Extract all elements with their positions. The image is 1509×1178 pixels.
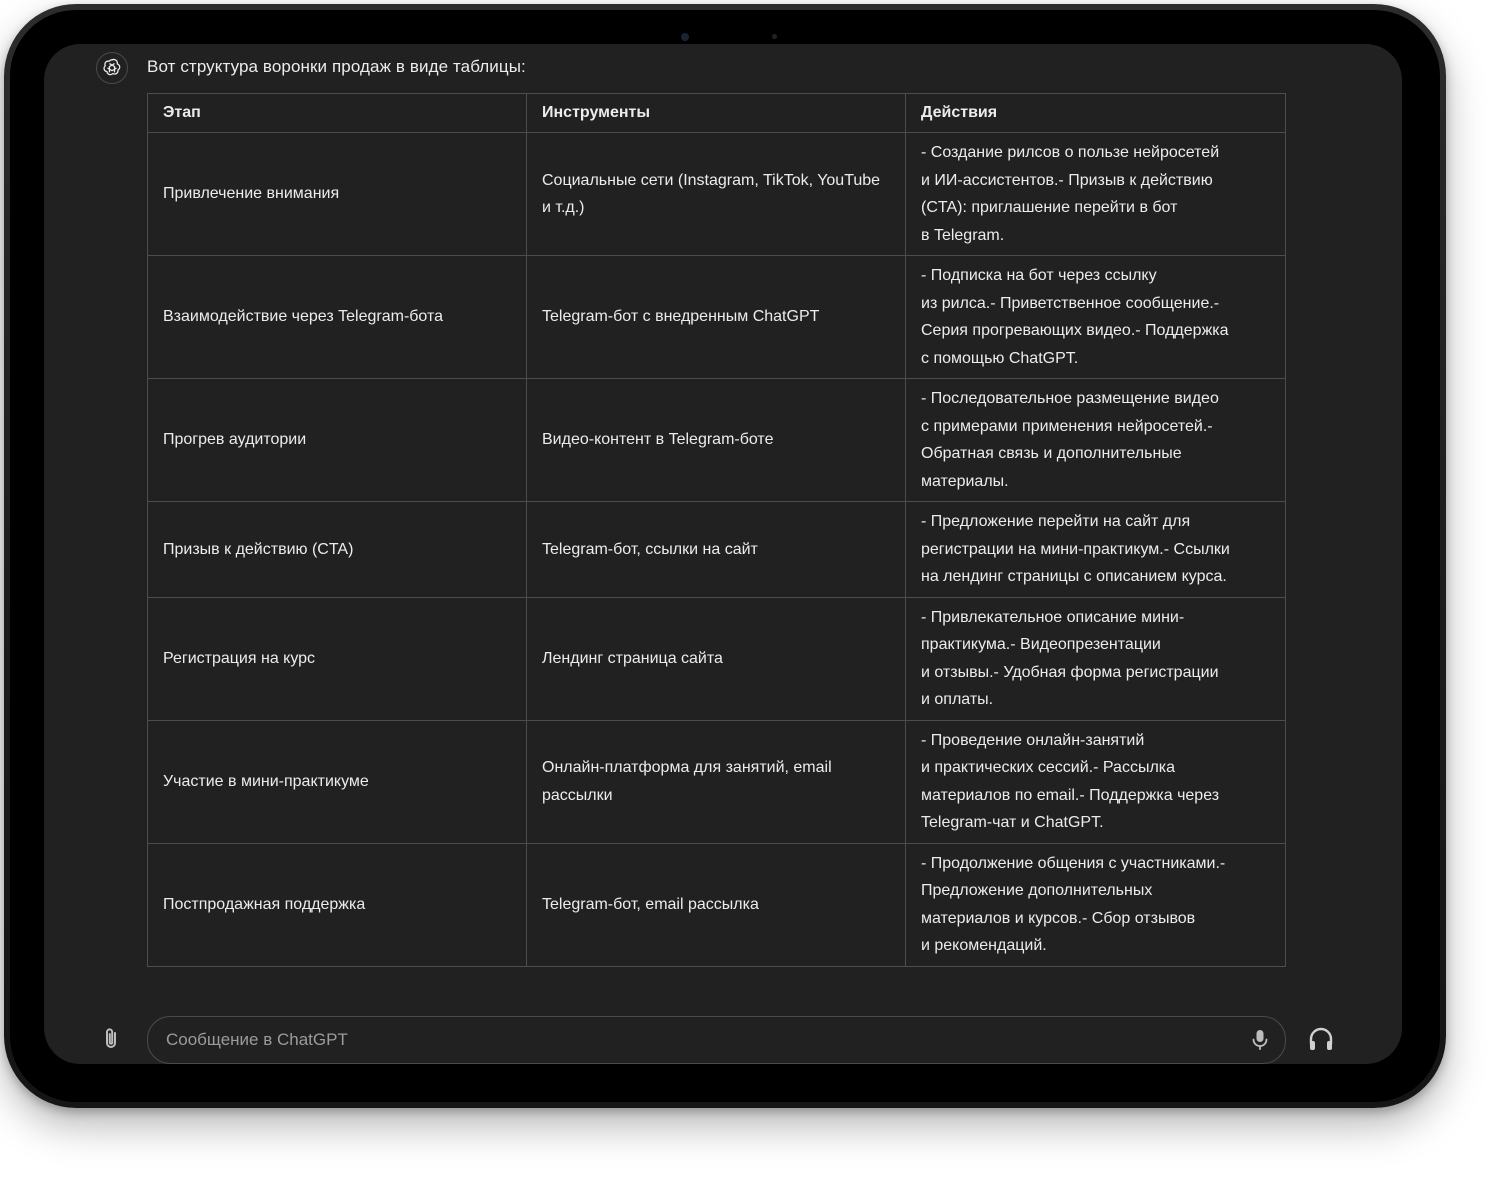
stage-cell: Взаимодействие через Telegram-бота bbox=[148, 256, 527, 379]
tools-cell: Telegram-бот с внедренным ChatGPT bbox=[527, 256, 906, 379]
table-row bbox=[148, 379, 1286, 502]
table-row bbox=[148, 597, 1286, 720]
stage-cell: Участие в мини-практикуме bbox=[148, 720, 527, 843]
funnel-table bbox=[147, 93, 1285, 967]
table-row bbox=[148, 502, 1286, 598]
table-row bbox=[148, 256, 1286, 379]
column-header-tools: Инструменты bbox=[527, 94, 906, 133]
table-row bbox=[148, 720, 1286, 843]
actions-cell: - Создание рилсов о пользе нейросетей и ИИ-ассистентов.- Призыв к действию (CTA): приглашение перейти в бот в Telegram. bbox=[906, 133, 1286, 256]
data-table bbox=[147, 93, 1286, 967]
assistant-message-intro: Вот структура воронки продаж в виде таблицы: bbox=[147, 57, 526, 76]
actions-cell: - Подписка на бот через ссылку из рилса.- Приветственное сообщение.- Серия прогревающих видео.- Поддержка с помощью ChatGPT. bbox=[906, 256, 1286, 379]
stage-cell: Привлечение внимания bbox=[148, 133, 527, 256]
actions-cell: - Продолжение общения с участниками.- Предложение дополнительных материалов и курсов.- Сбор отзывов и рекомендаций. bbox=[906, 843, 1286, 966]
stage-cell: Постпродажная поддержка bbox=[148, 843, 527, 966]
stage-cell: Призыв к действию (CTA) bbox=[148, 502, 527, 598]
table-header-row bbox=[148, 94, 1286, 133]
tools-cell: Telegram-бот, email рассылка bbox=[527, 843, 906, 966]
column-header-stage: Этап bbox=[148, 94, 527, 133]
paperclip-icon[interactable] bbox=[99, 1026, 123, 1052]
message-composer bbox=[147, 1016, 1286, 1064]
stage-cell: Прогрев аудитории bbox=[148, 379, 527, 502]
microphone-icon[interactable] bbox=[1251, 1029, 1269, 1051]
message-input[interactable] bbox=[166, 1017, 1226, 1063]
actions-cell: - Проведение онлайн-занятий и практических сессий.- Рассылка материалов по email.- Поддержка через Telegram-чат и ChatGPT. bbox=[906, 720, 1286, 843]
column-header-actions: Действия bbox=[906, 94, 1286, 133]
tools-cell: Видео-контент в Telegram-боте bbox=[527, 379, 906, 502]
headphones-icon[interactable] bbox=[1307, 1026, 1335, 1052]
camera-icon bbox=[681, 33, 689, 41]
actions-cell: - Последовательное размещение видео с примерами применения нейросетей.- Обратная связь и дополнительные материалы. bbox=[906, 379, 1286, 502]
actions-cell: - Предложение перейти на сайт для регистрации на мини-практикум.- Ссылки на лендинг страницы с описанием курса. bbox=[906, 502, 1286, 598]
table-row bbox=[148, 133, 1286, 256]
table-row bbox=[148, 843, 1286, 966]
tools-cell: Социальные сети (Instagram, TikTok, YouTube и т.д.) bbox=[527, 133, 906, 256]
tools-cell: Онлайн-платформа для занятий, email рассылки bbox=[527, 720, 906, 843]
sensor-icon bbox=[772, 34, 777, 39]
tools-cell: Лендинг страница сайта bbox=[527, 597, 906, 720]
tools-cell: Telegram-бот, ссылки на сайт bbox=[527, 502, 906, 598]
chat-screen bbox=[44, 44, 1402, 1064]
composer-bar bbox=[44, 1016, 1402, 1064]
stage-cell: Регистрация на курс bbox=[148, 597, 527, 720]
actions-cell: - Привлекательное описание мини- практикума.- Видеопрезентации и отзывы.- Удобная форма регистрации и оплаты. bbox=[906, 597, 1286, 720]
openai-logo-icon bbox=[96, 52, 128, 84]
